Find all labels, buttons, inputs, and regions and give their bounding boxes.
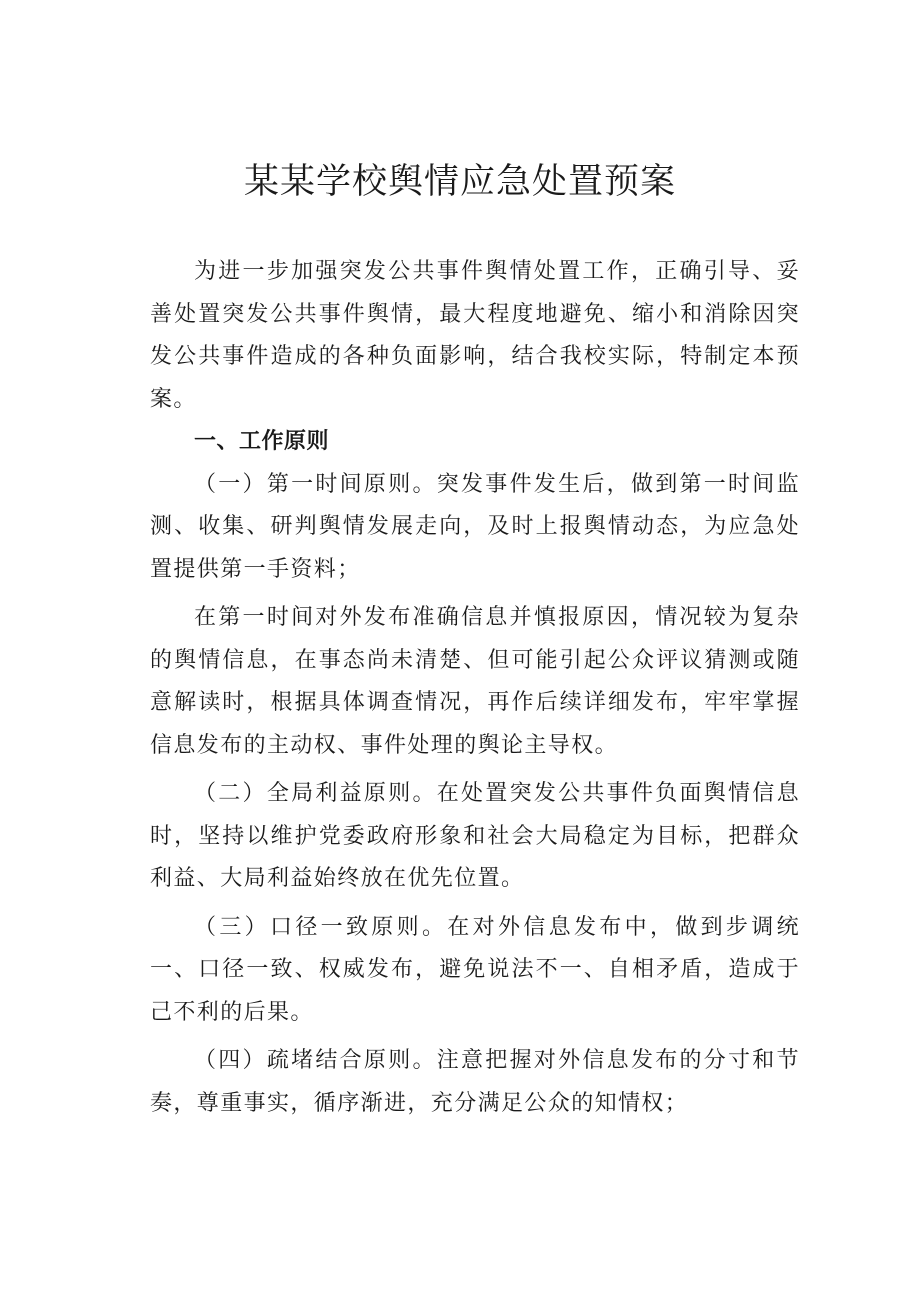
principle-paragraph-consistent-message: （三）口径一致原则。在对外信息发布中，做到步调统一、口径一致、权威发布，避免说法不一、自相矛盾，造成于己不利的后果。: [150, 914, 800, 1025]
intro-paragraph: 为进一步加强突发公共事件舆情处置工作，正确引导、妥善处置突发公共事件舆情，最大程度地避免、缩小和消除因突发公共事件造成的各种负面影响，结合我校实际，特制定本预案。: [150, 259, 800, 412]
document-body: [150, 251, 800, 1125]
principle-paragraph-guide-and-block: （四）疏堵结合原则。注意把握对外信息发布的分寸和节奏，尊重事实，循序渐进，充分满足公众的知情权；: [150, 1048, 800, 1116]
section-heading-work-principles: 一、工作原则: [194, 429, 330, 454]
principle-paragraph-overall-interest: （二）全局利益原则。在处置突发公共事件负面舆情信息时，坚持以维护党委政府形象和社会大局稳定为目标，把群众利益、大局利益始终放在优先位置。: [150, 781, 800, 891]
document-title: 某某学校舆情应急处置预案: [243, 162, 676, 202]
principle-paragraph-first-time: （一）第一时间原则。突发事件发生后，做到第一时间监测、收集、研判舆情发展走向，及时上报舆情动态，为应急处置提供第一手资料；: [150, 471, 800, 582]
principle-paragraph-first-time-detail: 在第一时间对外发布准确信息并慎报原因，情况较为复杂的舆情信息，在事态尚未清楚、但可能引起公众评议猜测或随意解读时，根据具体调查情况，再作后续详细发布，牢牢掌握信息发布的主动权、事件处理的舆论主导权。: [150, 605, 800, 758]
